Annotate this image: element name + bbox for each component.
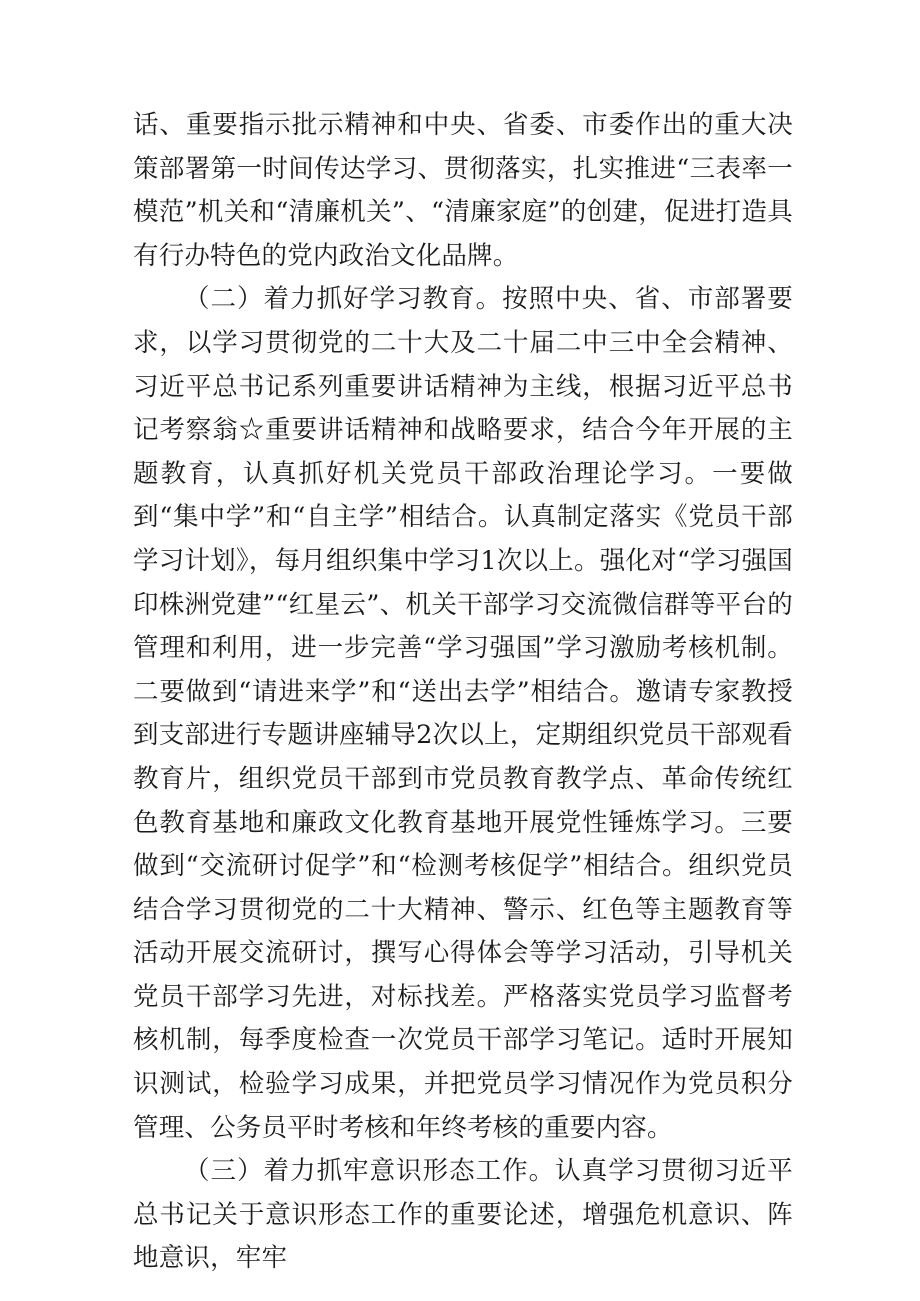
paragraph-continuation: 话、重要指示批示精神和中央、省委、市委作出的重大决策部署第一时间传达学习、贯彻落实，扎实推进“三表率一模范”机关和“清廉机关”、“清廉家庭”的创建，促进打造具有行办特色的党内政治文化品牌。: [133, 110, 793, 271]
paragraph-ideology-work: （三）着力抓牢意识形态工作。认真学习贯彻习近平总书记关于意识形态工作的重要论述，增强危机意识、阵地意识，牢牢: [133, 1156, 793, 1274]
document-body: [133, 104, 793, 1281]
paragraph-study-education: （二）着力抓好学习教育。按照中央、省、市部署要求，以学习贯彻党的二十大及二十届二中三中全会精神、习近平总书记系列重要讲话精神为主线，根据习近平总书记考察翁☆重要讲话精神和战略要求，结合今年开展的主题教育，认真抓好机关党员干部政治理论学习。一要做到“集中学”和“自主学”相结合。认真制定落实《党员干部学习计划》，每月组织集中学习1次以上。强化对“学习强国印株洲党建”“红星云”、机关干部学习交流微信群等平台的管理和利用，进一步完善“学习强国”学习激励考核机制。二要做到“请进来学”和“送出去学”相结合。邀请专家教授到支部进行专题讲座辅导2次以上，定期组织党员干部观看教育片，组织党员干部到市党员教育教学点、革命传统红色教育基地和廉政文化教育基地开展党性锤炼学习。三要做到“交流研讨促学”和“检测考核促学”相结合。组织党员结合学习贯彻党的二十大精神、警示、红色等主题教育等活动开展交流研讨，撰写心得体会等学习活动，引导机关党员干部学习先进，对标找差。严格落实党员学习监督考核机制，每季度检查一次党员干部学习笔记。适时开展知识测试，检验学习成果，并把党员学习情况作为党员积分管理、公务员平时考核和年终考核的重要内容。: [133, 284, 793, 1143]
